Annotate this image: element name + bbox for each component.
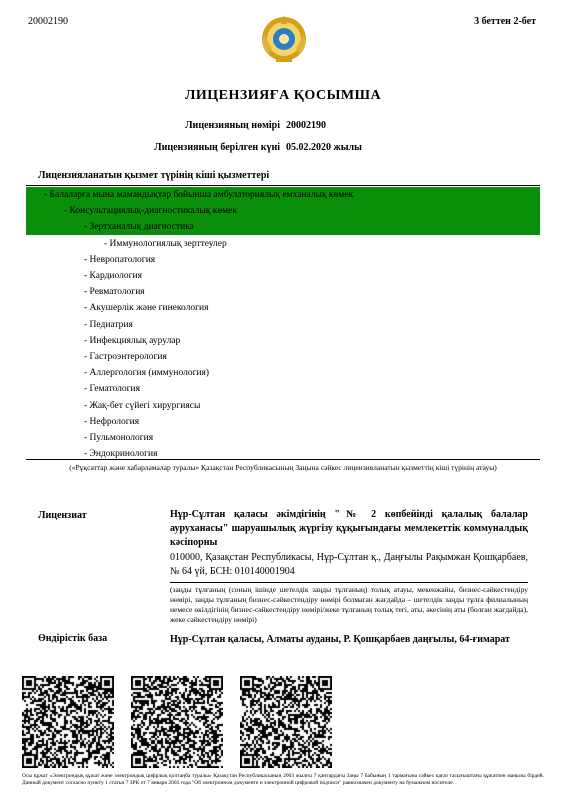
footer-legal-note: Осы құжат «Электрондық құжат және электрондық цифрлық қолтаңба туралы» Қазақстан Республикасының 2003 жылғы 7 қаңтардағы Заңы 7 бабының 1 тармағына сәйкес қағаз тасығыштағы құжатпен маңызы бірдей. Данный документ согласно пункту 1 статьи 7 ЗРК от 7 января 2003 года "Об электронном документе и электронной цифровой подписи" равнозначен документу на бумажном носителе.: [22, 773, 544, 786]
tree-item-label: [84, 300, 209, 316]
tree-row: [26, 219, 540, 235]
tree-row: [26, 284, 540, 300]
tree-bullet: -: [84, 352, 90, 362]
license-date-row: [0, 142, 566, 153]
tree-item-label: [44, 187, 353, 203]
tree-item-label: [64, 203, 237, 219]
production-base-value: Нұр-Сұлтан қаласы, Алматы ауданы, Р. Қошқарбаев даңғылы, 64-ғимарат: [170, 634, 510, 645]
tree-item-text: Жақ-бет сүйегі хирургиясы: [89, 400, 201, 411]
tree-item-label: [84, 414, 139, 430]
license-number-row: [0, 120, 566, 131]
tree-row: [26, 414, 540, 430]
tree-item-label: [84, 398, 200, 414]
tree-bullet: -: [84, 384, 90, 395]
tree-bullet: -: [84, 254, 90, 265]
subtypes-heading: Лицензияланатын қызмет түрінің кіші қызметтері: [38, 170, 270, 181]
tree-row: [26, 349, 540, 365]
tree-bullet: -: [84, 335, 90, 346]
tree-bullet: -: [84, 222, 90, 233]
tree-bullet: -: [84, 416, 90, 427]
tree-item-label: [84, 219, 194, 235]
tree-item-text: Ревматология: [89, 287, 145, 298]
tree-row: [26, 252, 540, 268]
tree-item-text: Гастроэнтерология: [89, 352, 167, 362]
tree-item-text: Нефрология: [89, 416, 140, 427]
qr-code-icon: [240, 676, 332, 768]
tree-row: [26, 333, 540, 349]
tree-row: [26, 268, 540, 284]
tree-bullet: -: [84, 368, 90, 379]
tree-item-text: Педиатрия: [89, 319, 133, 330]
tree-item-label: [84, 333, 180, 349]
tree-item-text: Акушерлік және гинекология: [89, 303, 209, 314]
tree-item-label: [84, 317, 133, 333]
tree-row: [26, 398, 540, 414]
qr-code-icon: [131, 676, 223, 768]
tree-item-text: Иммунологиялық зерттеулер: [109, 238, 227, 249]
license-number-label: Лицензияның нөмірі: [185, 120, 280, 131]
tree-item-text: Инфекциялық аурулар: [89, 335, 181, 346]
page-title: ЛИЦЕНЗИЯҒА ҚОСЫМША: [184, 88, 382, 103]
tree-item-label: [84, 430, 153, 446]
tree-bullet: -: [44, 190, 50, 200]
tree-bullet: -: [84, 287, 90, 298]
tree-bullet: -: [104, 238, 110, 249]
tree-row: [26, 317, 540, 333]
tree-bullet: -: [84, 271, 90, 281]
state-emblem-icon: [258, 12, 310, 64]
licensee-note: (заңды тұлғаның (соның ішінде шетелдік заңды тұлғаның) толық атауы, мекенжайы, бизнес-сәйкестендіру нөмірі, заңды тұлғаның бизнес-сәйкестендіру нөмірі болмаған жағдайда – шетелдік заңды тұлға филиалының немесе өкілдігінің бизнес-сәйкестендіру нөмірі/жеке тұлғаның толық тегі, аты, әкесінің аты (болған жағдайда), жеке сәйкестендіру нөмірі): [170, 582, 528, 625]
tree-bullet: -: [84, 449, 90, 460]
heading-divider: [26, 185, 540, 186]
tree-item-label: [104, 236, 227, 252]
tree-bullet: -: [84, 433, 90, 443]
tree-item-text: Зертханалық диагностика: [89, 222, 194, 233]
tree-row: [26, 300, 540, 316]
licensee-label: Лицензиат: [38, 510, 87, 521]
document-number: 20002190: [28, 16, 68, 27]
tree-divider: [26, 459, 540, 460]
tree-bullet: -: [84, 319, 90, 330]
license-date-value: 05.02.2020 жылы: [286, 142, 362, 153]
tree-item-label: [84, 284, 145, 300]
tree-row: [26, 365, 540, 381]
tree-item-label: [84, 349, 167, 365]
page-indicator: 3 беттен 2-бет: [474, 16, 536, 27]
tree-row: [26, 236, 540, 252]
tree-item-label: [84, 365, 209, 381]
tree-item-label: [84, 381, 140, 397]
licensee-name: Нұр-Сұлтан қаласы әкімдігінің "№ 2 көпбейінді қалалық балалар ауруханасы" шаруашылық жүргізу құқығындағы мемлекеттік коммуналдық кәсіпорны: [170, 509, 528, 548]
tree-row: [26, 381, 540, 397]
tree-row: [26, 203, 540, 219]
tree-row: [26, 187, 540, 203]
license-date-label: Лицензияның берілген күні: [154, 142, 280, 153]
tree-item-text: Эндокринология: [89, 449, 158, 460]
tree-item-text: Балаларға мына мамандықтар бойынша амбулаториялық емханалық көмек: [49, 190, 354, 200]
tree-item-text: Невропатология: [89, 254, 156, 265]
production-base-label: Өндірістік база: [38, 633, 108, 644]
tree-item-text: Аллергология (иммунология): [89, 368, 210, 379]
tree-item-text: Пульмонология: [89, 433, 154, 443]
tree-bullet: -: [64, 206, 70, 217]
tree-bullet: -: [84, 303, 90, 314]
qr-code-icon: [22, 676, 114, 768]
tree-item-text: Кардиология: [89, 271, 142, 281]
tree-item-label: [84, 252, 155, 268]
tree-row: [26, 430, 540, 446]
tree-note: («Рұқсаттар және хабарламалар туралы» Қазақстан Республикасының Заңына сәйкес лицензияланатын қызметтің кіші түрінің атауы): [69, 463, 497, 472]
tree-item-label: [84, 268, 142, 284]
tree-item-text: Консультациялық-диагностикалық көмек: [69, 206, 237, 217]
tree-bullet: -: [84, 400, 90, 411]
licensee-address: 010000, Қазақстан Республикасы, Нұр-Сұлтан қ., Даңғылы Рақымжан Қошқарбаев, № 64 үй, БСН: 010140001904: [170, 552, 528, 577]
license-number-value: 20002190: [286, 120, 326, 131]
tree-item-text: Гематология: [89, 384, 140, 395]
